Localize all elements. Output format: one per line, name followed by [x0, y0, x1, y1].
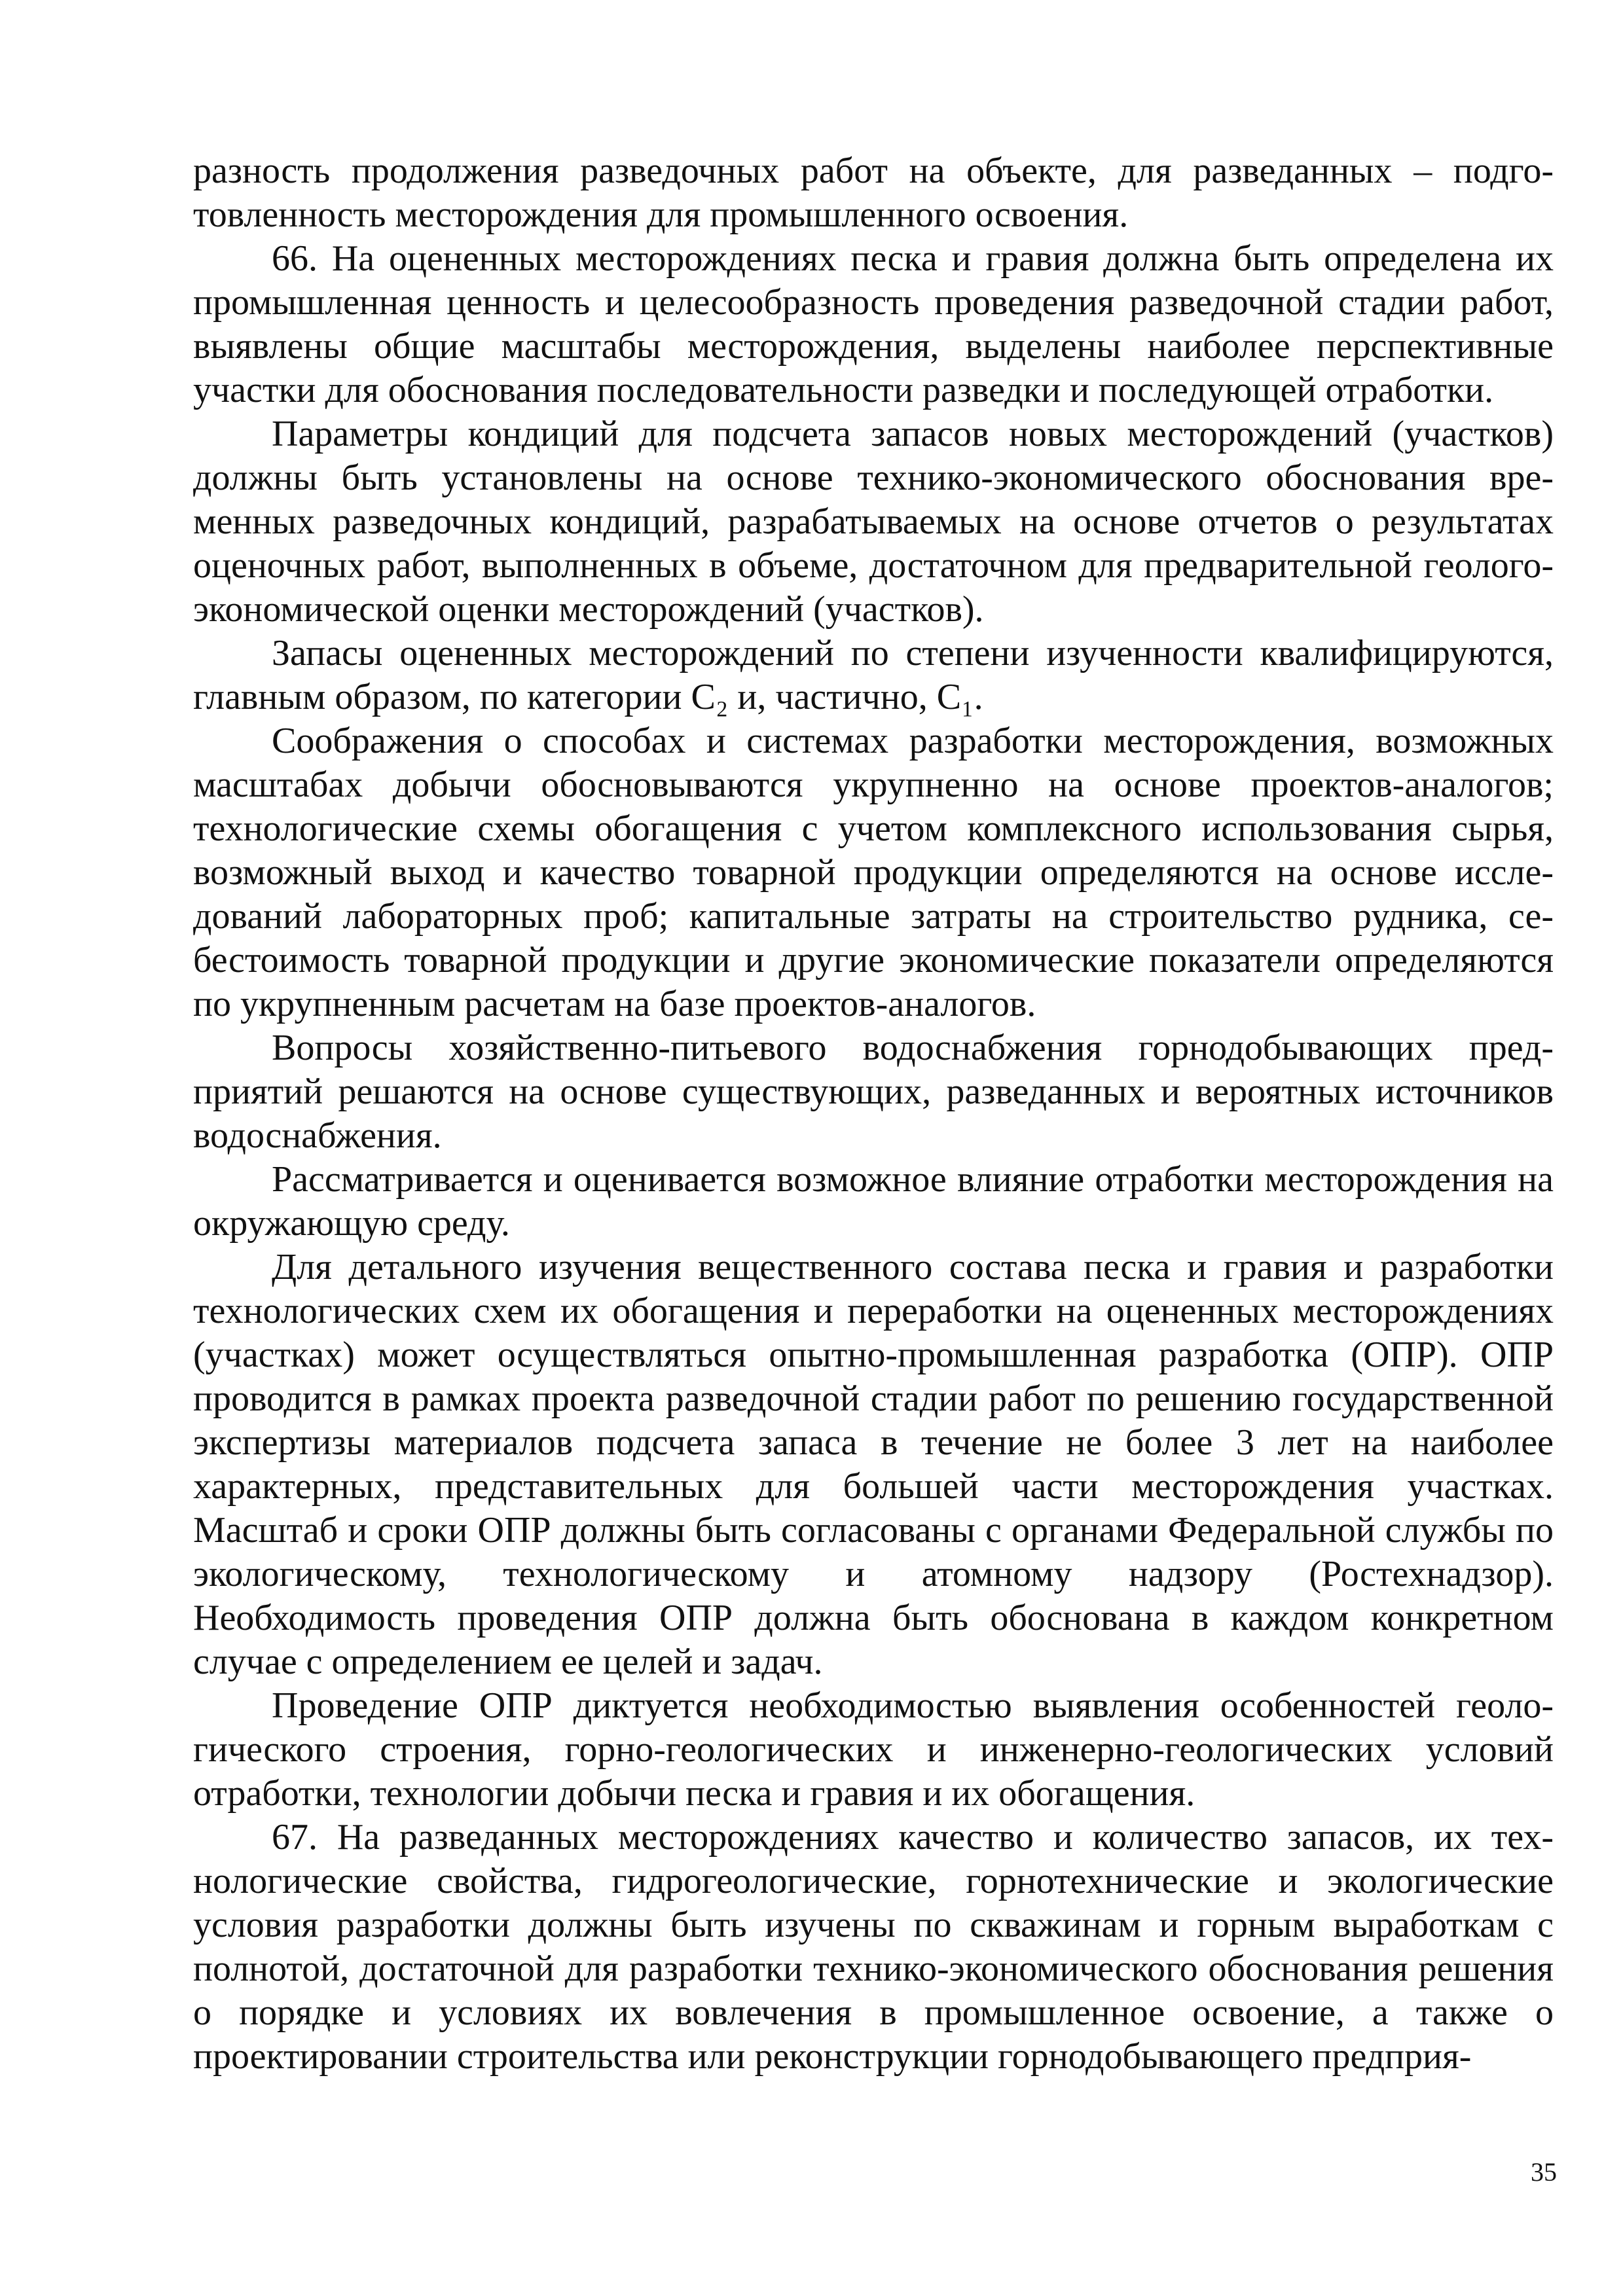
paragraph-conditions: Параметры кондиций для подсчета запасов новых месторождений (участков) должны быть установлены на основе технико-экономического обоснования временных разведочных кондиций, разрабатываемых на основе отчетов о результатах оценочных работ, выполненных в объеме, достаточном для предварительной геолого-экономической оценки месторождений (участков). [193, 414, 1554, 630]
paragraph-mining-methods: Соображения о способах и системах разработки месторождения, возможных масштабах добычи обосновываются укрупненно на основе проектов-аналогов; технологические схемы обогащения с учетом комплексного использования сырья, возможный выход и качество товарной продукции определяются на основе исследований лабораторных проб; капитальные затраты на строительство рудника, себестоимость товарной продукции и другие экономические показатели определяются по укрупненным расчетам на базе проектов-аналогов. [193, 721, 1554, 1024]
paragraph-continuation: разность продолжения разведочных работ на объекте, для разведанных – подготовленность месторождения для промышленного освоения. [193, 151, 1554, 235]
paragraph-opr-rationale: Проведение ОПР диктуется необходимостью выявления особенностей геологического строения, горно-геологических и инженерно-геологических условий отработки, технологии добычи песка и гравия и их обогащения. [193, 1685, 1554, 1814]
page-number: 35 [1531, 2157, 1557, 2187]
paragraph-reserves: Запасы оцененных месторождений по степени изученности квалифицируются, главным образом, по категории C₂ и, частично, C₁. [193, 633, 1554, 717]
document-body [193, 149, 1554, 2079]
paragraph-67: 67. На разведанных месторождениях качество и количество запасов, их технологические свойства, гидрогеологические, горнотехнические и экологические условия разработки должны быть изучены по скважинам и горным выработкам с полнотой, достаточной для разработки технико-экономического обоснования решения о порядке и условиях их вовлечения в промышленное освоение, а также о проектировании строительства или реконструкции горнодобывающего предприя- [193, 1817, 1554, 2077]
paragraph-66: 66. На оцененных месторождениях песка и гравия должна быть определена их промышленная ценность и целесообразность проведения разведочной стадии работ, выявлены общие масштабы месторождения, выделены наиболее перспективные участки для обоснования последовательности разведки и последующей отработки. [193, 238, 1554, 410]
paragraph-environment: Рассматривается и оценивается возможное влияние отработки месторождения на окружающую среду. [193, 1159, 1554, 1244]
paragraph-pilot-development: Для детального изучения вещественного состава песка и гравия и разработки технологических схем их обогащения и переработки на оцененных месторождениях (участках) может осуществляться опытно-промышленная разработка (ОПР). ОПР проводится в рамках проекта разведочной стадии работ по решению государственной экспертизы материалов подсчета запаса в течение не более 3 лет на наиболее характерных, представительных для большей части месторождения участках. Масштаб и сроки ОПР должны быть согласованы с органами Федеральной службы по экологическому, технологическому и атомному надзору (Ростехнадзор). Необходимость проведения ОПР должна быть обоснована в каждом конкретном случае с определением ее целей и задач. [193, 1247, 1554, 1682]
paragraph-water-supply: Вопросы хозяйственно-питьевого водоснабжения горнодобывающих предприятий решаются на основе существующих, разведанных и вероятных источников водоснабжения. [193, 1028, 1554, 1156]
